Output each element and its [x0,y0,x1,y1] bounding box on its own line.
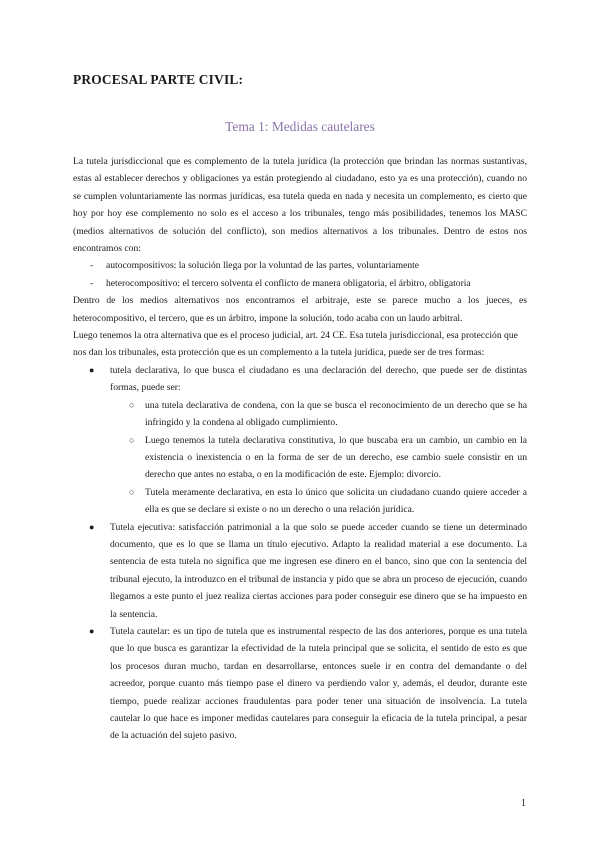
arbitration-paragraph: Dentro de los medios alternativos nos encontramos el arbitraje, este se parece mucho a los jueces, es heterocompositivo, el tercero, que es un árbitro, impone la solución, todo acaba con un laudo arbitral. [73,295,527,324]
ejecutiva-text: Tutela ejecutiva: satisfacción patrimonial a la que solo se puede acceder cuando se tiene un determinado documento, que es lo que se llama un título ejecutivo. Adapto la realidad material a ese documento. La sentencia de esta tutela no significa que me ingresen ese dinero en el banco, sino que con la sentencia del tribunal ejecuto, la introduzco en el tribunal de instancia y pido que se abra un proceso de ejecución, cuando llegamos a este punto el juez realiza ciertas acciones para poder conseguir ese dinero que se ha impuesto en la sentencia. [110,521,527,620]
page-number: 1 [521,798,526,809]
circle-bullet-icon: ○ [129,399,135,410]
bullet-icon: ● [89,625,95,636]
sub-list-item [110,484,527,519]
sub-item-text: una tutela declarativa de condena, con la que se busca el reconocimiento de un derecho que se ha infringido y la condena al obligado cumplimiento. [145,399,527,429]
tutela-types-list [73,362,527,745]
document-heading: PROCESAL PARTE CIVIL: [73,72,244,87]
bullet-icon: ● [89,521,95,532]
sub-item-text: Tutela meramente declarativa, en esta lo único que solicita un ciudadano cuando quiere acceder a ella es que se declare si existe o no un derecho o una relación jurídica. [145,486,527,516]
list-item-cautelar [73,623,527,745]
list-item: - heterocompositivo: el tercero solventa el conflicto de manera obligatoria, el árbitro, obligatoria [73,275,527,292]
list-item-ejecutiva [73,519,527,623]
declarativa-sub-list [110,397,527,519]
sub-list-item [110,397,527,432]
topic-title: Tema 1: Medidas cautelares [225,119,375,134]
intro-paragraph: La tutela jurisdiccional que es complemento de la tutela jurídica (la protección que brindan las normas sustantivas, estas al establecer derechos y obligaciones ya están protegiendo al ciudadano, esto ya es una protección), cuando no se cumplen voluntariamente las normas jurídicas, esa tutela queda en nada y necesita un complemento, es cierto que hoy por hoy ese complemento no solo es el acceso a los tribunales, tengo más posibilidades, tenemos los MASC (medios alternativos de solución del conflicto), son medios alternativos a los tribunales. Dentro de estos nos encontramos con: [73,156,527,255]
document-body [73,153,527,745]
judicial-paragraph: Luego tenemos la otra alternativa que es el proceso judicial, art. 24 CE. Esa tutela jurisdiccional, esa protección que nos dan los tribunales, esta protección que es un complemento a la tutela jurídica, puede ser de tres formas: [73,330,518,359]
list-item-declarativa [73,362,527,519]
bullet-icon: ● [89,364,95,375]
circle-bullet-icon: ○ [129,434,135,445]
circle-bullet-icon: ○ [129,486,135,497]
masc-list [73,257,527,292]
sub-list-item [110,432,527,484]
list-item: - autocompositivos: la solución llega por la voluntad de las partes, voluntariamente [73,257,527,274]
declarativa-text: tutela declarativa, lo que busca el ciudadano es una declaración del derecho, que puede ser de distintas formas, puede ser: [110,364,527,394]
cautelar-text: Tutela cautelar: es un tipo de tutela que es instrumental respecto de las dos anteriores, porque es una tutela que lo que busca es garantizar la efectividad de la tutela principal que se solicita, el sentido de esto es que los procesos duran mucho, tardan en desarrollarse, entonces suele ir en contra del demandante o del acreedor, porque cuanto más tiempo pase el dinero va perdiendo valor y, además, el deudor, durante este tiempo, puede realizar acciones fraudulentas para poder tener una situación de insolvencia. La tutela cautelar lo que hace es imponer medidas cautelares para conseguir la eficacia de la tutela principal, a pesar de la actuación del sujeto pasivo. [110,625,527,742]
sub-item-text: Luego tenemos la tutela declarativa constitutiva, lo que buscaba era un cambio, un cambio en la existencia o inexistencia o en la forma de ser de un derecho, ese cambio suele consistir en un derecho que antes no estaba, o en la modificación de este. Ejemplo: divorcio. [145,434,527,481]
